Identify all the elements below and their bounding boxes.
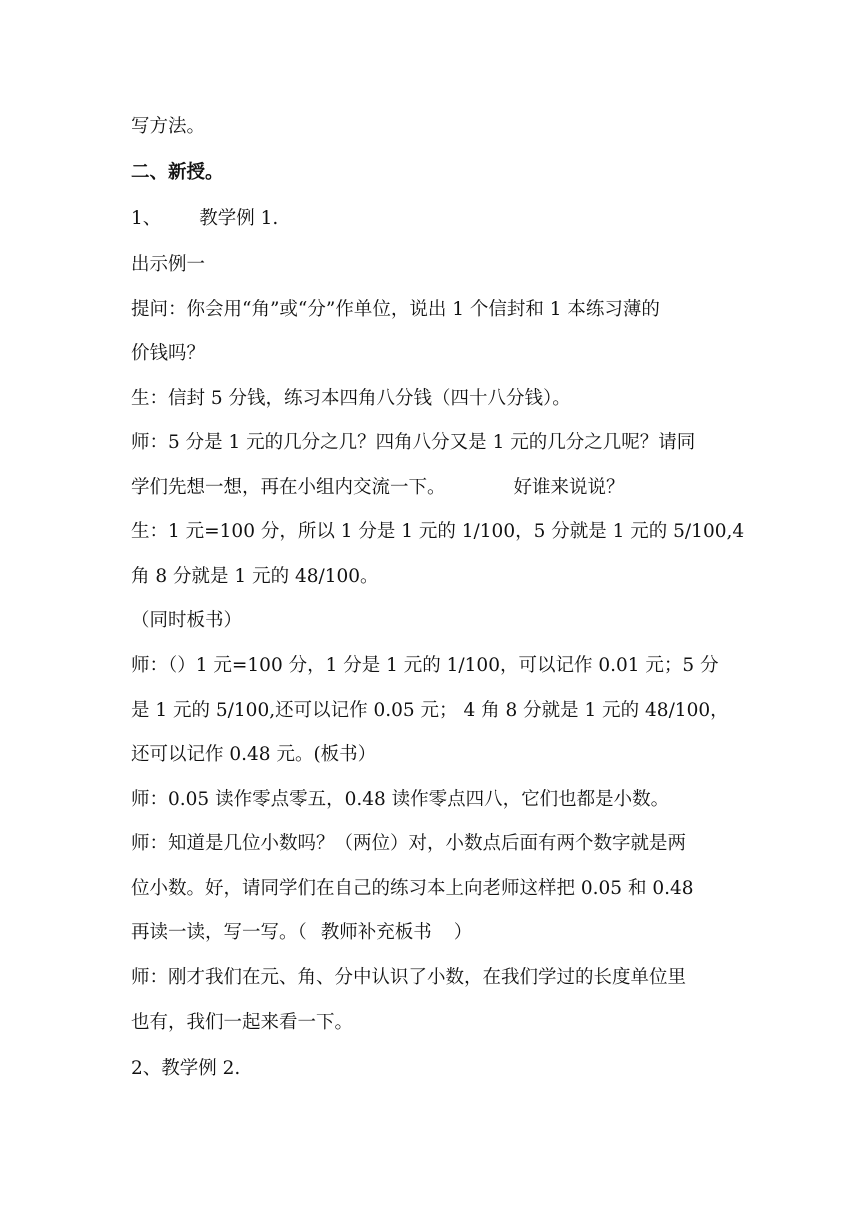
text-fragment: 也有，我们一起来看一下。 [131,1012,354,1033]
text-fragment: 位小数。好，请同学们在自己的练习本上向老师这样把 0.05 和 0.48 [131,878,694,899]
text-fragment: 出示例一 [131,254,206,275]
text-line [131,520,745,544]
text-fragment: ） [453,922,473,943]
text-line [131,1011,741,1035]
text-fragment: 生：信封 5 分钱，练习本四角八分钱（四十八分钱）。 [131,388,571,409]
text-line [131,476,741,500]
text-fragment: 价钱吗？ [131,343,206,364]
text-line [131,115,741,139]
text-line [131,921,741,945]
text-line [131,832,741,856]
item-text: 教学例 1. [199,208,279,229]
numbered-item [131,1057,741,1081]
text-fragment: 师：5 分是 1 元的几分之几？四角八分又是 1 元的几分之几呢？请同 [131,432,696,453]
text-line [131,877,741,901]
item-number: 1、 [131,208,162,229]
text-line [131,743,741,767]
text-line [131,298,741,322]
numbered-item [131,207,741,231]
text-line [131,699,741,723]
text-fragment: 师：知道是几位小数吗？（两位）对，小数点后面有两个数字就是两 [131,833,687,854]
text-fragment: 教师补充板书 [320,922,432,943]
text-line [131,253,741,277]
text-fragment: （同时板书） [131,610,243,631]
text-line [131,387,741,411]
text-line [131,609,741,633]
text-line [131,654,741,678]
text-fragment: 师：0.05 读作零点零五，0.48 读作零点四八，它们也都是小数。 [131,789,670,810]
text-line [131,788,741,812]
text-line [131,431,741,455]
section-heading [131,161,741,185]
text-fragment: 好谁来说说？ [513,477,625,498]
text-line [131,342,741,366]
text-line [131,966,741,990]
text-fragment: 师：刚才我们在元、角、分中认识了小数，在我们学过的长度单位里 [131,967,687,988]
text-fragment: 是 1 元的 5/100,还可以记作 0.05 元； 4 角 8 分就是 1 元的 48/100， [131,700,729,721]
item-text: 2、教学例 2. [131,1058,241,1079]
text-fragment: 再读一读，写一写。（ [131,922,307,943]
text-fragment: 师：（）1 元=100 分，1 分是 1 元的 1/100，可以记作 0.01 元；5 分 [131,655,719,676]
heading-text: 二、新授。 [131,162,224,183]
text-fragment: 还可以记作 0.48 元。(板书） [131,744,377,765]
text-fragment: 写方法。 [131,116,206,137]
text-fragment: 角 8 分就是 1 元的 48/100。 [131,566,379,587]
text-fragment: 学们先想一想，再在小组内交流一下。 [131,477,446,498]
text-fragment: 生：1 元=100 分，所以 1 分是 1 元的 1/100，5 分就是 1 元的 5/100,4 [131,521,745,542]
text-fragment: 提问：你会用“角”或“分”作单位，说出 1 个信封和 1 本练习薄的 [131,299,660,320]
text-line [131,565,741,589]
